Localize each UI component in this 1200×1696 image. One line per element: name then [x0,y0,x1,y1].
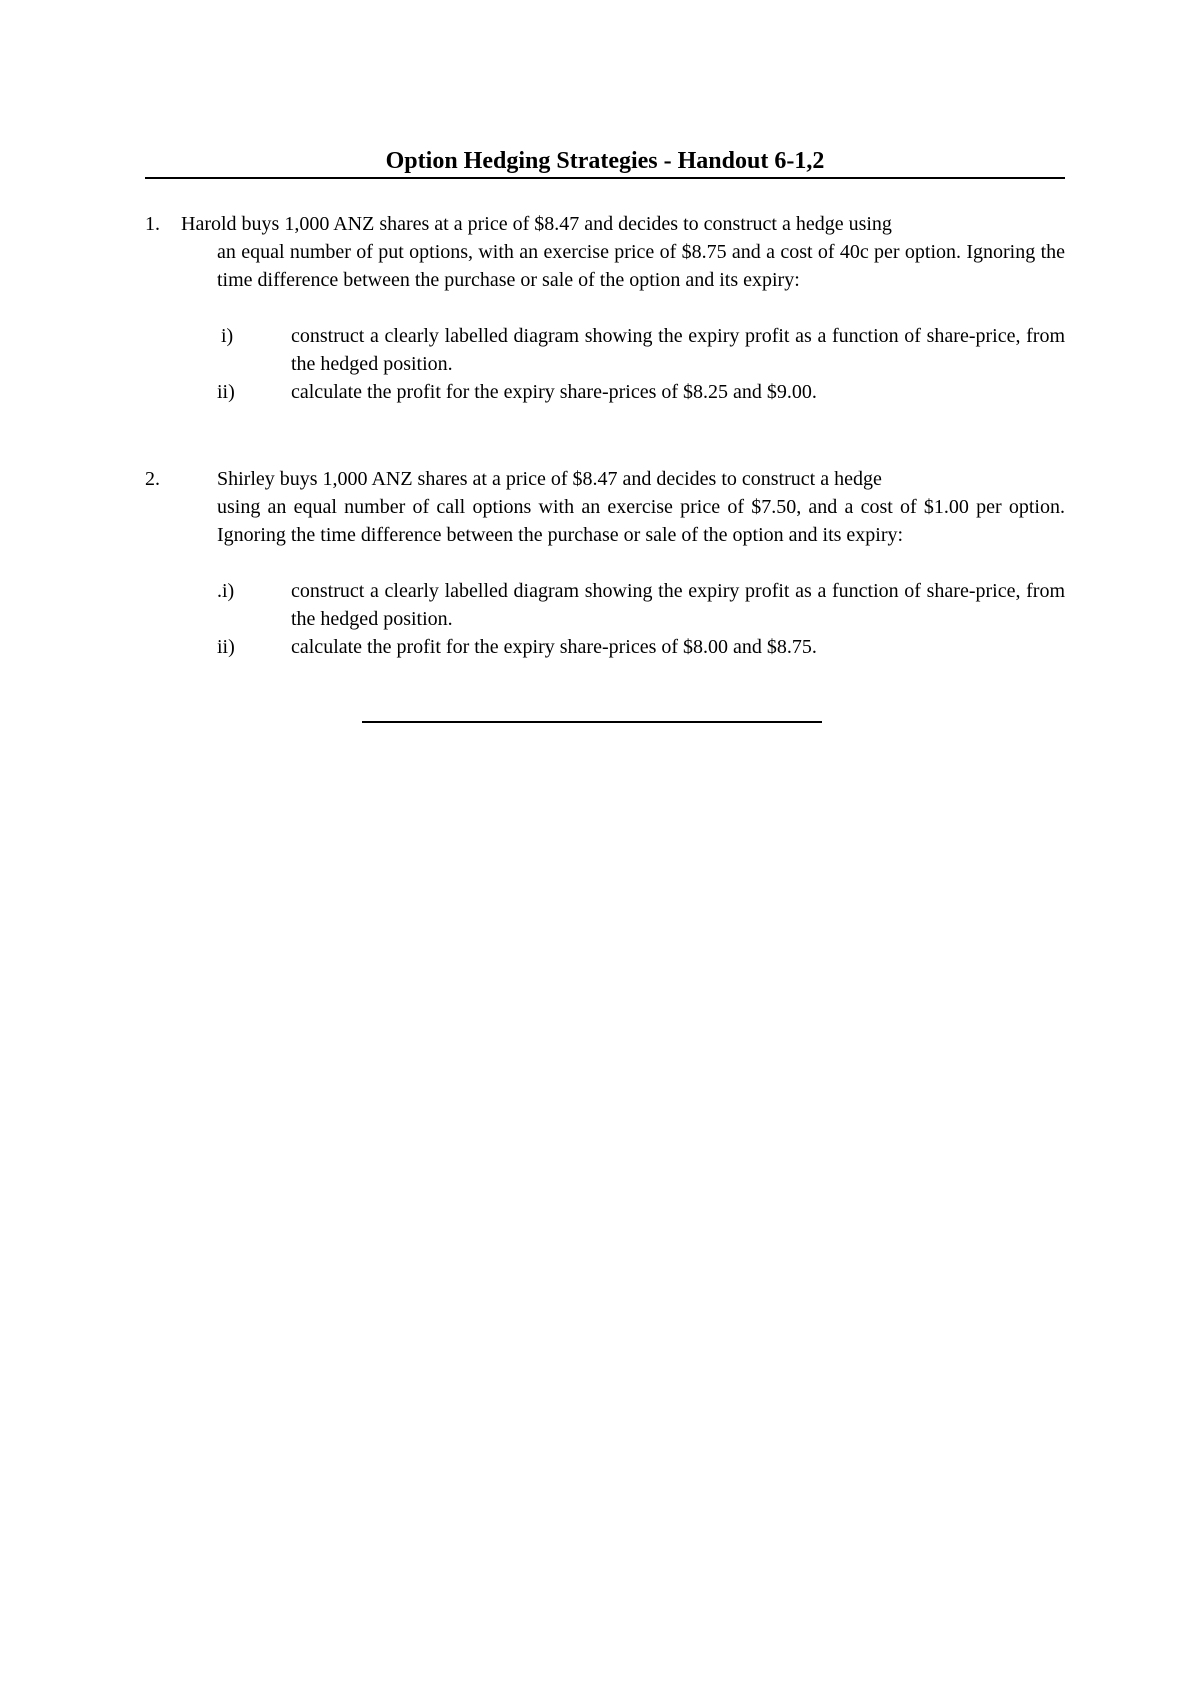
question-lead-text: Shirley buys 1,000 ANZ shares at a price of $8.47 and decides to construct a hedge [217,468,882,490]
part-label: .i) [217,580,235,602]
question-number: 2. [145,468,160,490]
part-label: ii) [217,381,235,403]
question-2 [145,465,1065,658]
question-body-text: using an equal number of call options with an exercise price of $7.50, and a cost of $1.00 per option. Ignoring the time difference between the purchase or sale of the option and its expiry: [217,496,1065,546]
part-label: i) [221,325,234,347]
end-divider [362,721,822,723]
question-1 [145,210,1065,403]
question-body-text: an equal number of put options, with an exercise price of $8.75 and a cost of 40c per option. Ignoring the time difference between the purchase or sale of the option and its expiry: [217,241,1065,291]
question-lead-text: Harold buys 1,000 ANZ shares at a price of $8.47 and decides to construct a hedge using [181,213,892,235]
part-text: construct a clearly labelled diagram showing the expiry profit as a function of share-price, from the hedged position. [291,325,1065,375]
question-number: 1. [145,213,160,235]
title-underline [145,177,1065,179]
part-text: calculate the profit for the expiry share-prices of $8.00 and $8.75. [291,636,817,658]
part-text: calculate the profit for the expiry share-prices of $8.25 and $9.00. [291,381,817,403]
part-text: construct a clearly labelled diagram showing the expiry profit as a function of share-price, from the hedged position. [291,580,1065,630]
part-label: ii) [217,636,235,658]
page-title: Option Hedging Strategies - Handout 6-1,2 [385,148,825,174]
